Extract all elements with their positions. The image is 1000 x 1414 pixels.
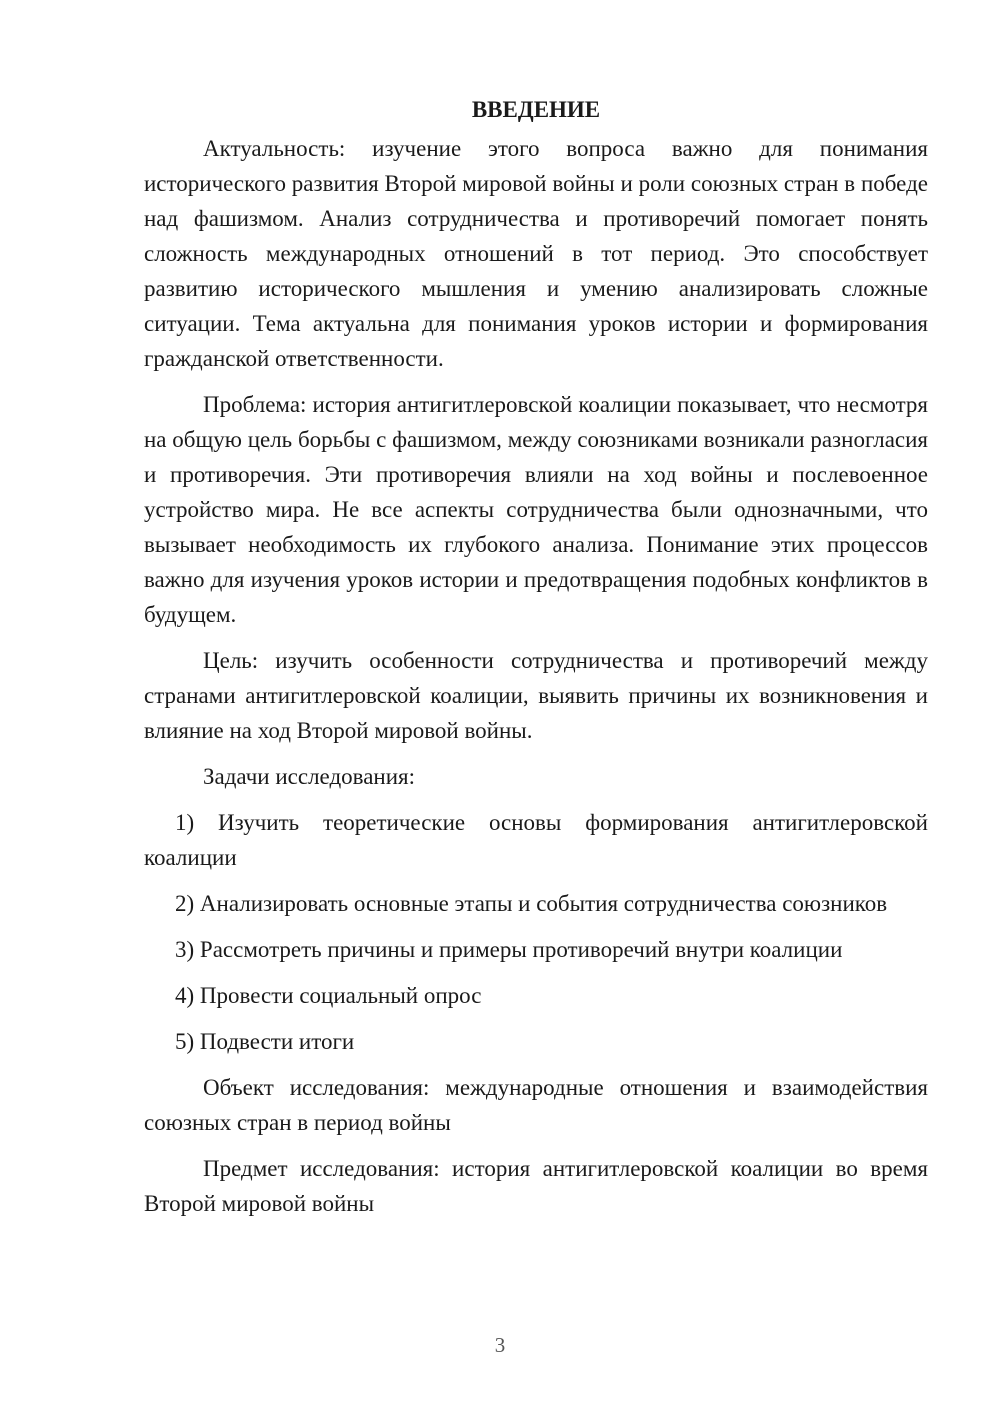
problem-paragraph: Проблема: история антигитлеровской коалиции показывает, что несмотря на общую цель борьбы с фашизмом, между союзниками возникали разногласия и противоречия. Эти противоречия влияли на ход войны и послевоенное устройство мира. Не все аспекты сотрудничества были однозначными, что вызывает необходимость их глубокого анализа. Понимание этих процессов важно для изучения уроков истории и предотвращения подобных конфликтов в будущем. (144, 392, 928, 627)
task-item-2: 2) Анализировать основные этапы и события сотрудничества союзников (175, 891, 888, 916)
page-content (144, 92, 928, 1232)
tasks-heading: Задачи исследования: (203, 764, 416, 789)
goal-paragraph: Цель: изучить особенности сотрудничества и противоречий между странами антигитлеровской коалиции, выявить причины их возникновения и влияние на ход Второй мировой войны. (144, 648, 928, 743)
section-heading: ВВЕДЕНИЕ (471, 97, 601, 122)
page-number: 3 (494, 1333, 506, 1357)
relevance-paragraph: Актуальность: изучение этого вопроса важно для понимания исторического развития Второй мировой войны и роли союзных стран в победе над фашизмом. Анализ сотрудничества и противоречий помогает понять сложность международных отношений в тот период. Это способствует развитию исторического мышления и умению анализировать сложные ситуации. Тема актуальна для понимания уроков истории и формирования гражданской ответственности. (144, 136, 928, 371)
task-item-5: 5) Подвести итоги (175, 1029, 355, 1054)
task-item-3: 3) Рассмотреть причины и примеры противоречий внутри коалиции (175, 937, 843, 962)
object-paragraph: Объект исследования: международные отношения и взаимодействия союзных стран в период войны (144, 1075, 928, 1135)
task-item-4: 4) Провести социальный опрос (175, 983, 482, 1008)
task-item-1: 1) Изучить теоретические основы формирования антигитлеровской коалиции (144, 810, 928, 870)
subject-paragraph: Предмет исследования: история антигитлеровской коалиции во время Второй мировой войны (144, 1156, 928, 1216)
